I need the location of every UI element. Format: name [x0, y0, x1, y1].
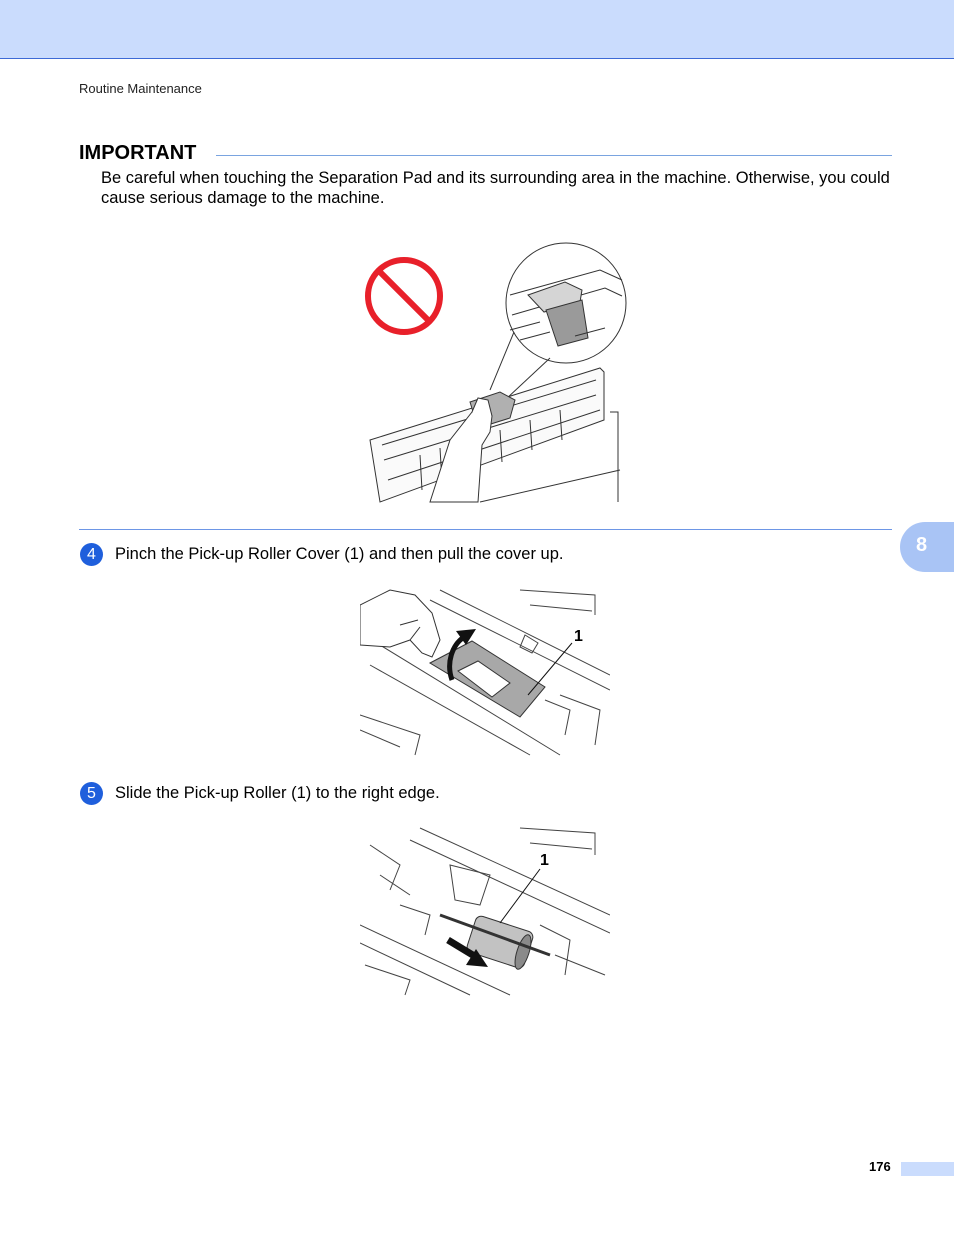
important-text: Be careful when touching the Separation Pad and its surrounding area in the machine. Otherwise, you could cause serious damage to the machine.	[101, 169, 890, 207]
section-divider	[79, 529, 892, 530]
pickup-roller-illustration	[360, 825, 610, 997]
important-heading: IMPORTANT	[79, 142, 197, 164]
page-number: 176	[869, 1159, 891, 1174]
running-head: Routine Maintenance	[79, 81, 202, 96]
separation-pad-illustration	[360, 240, 630, 505]
chapter-tab[interactable]	[900, 522, 954, 572]
important-rule	[216, 155, 892, 156]
footer-bar	[901, 1162, 954, 1176]
step-instruction: Slide the Pick-up Roller (1) to the right edge.	[115, 784, 440, 802]
scanner-body	[370, 368, 620, 502]
callout-line	[528, 643, 572, 695]
scanner-interior	[360, 828, 610, 995]
pickup-roller-cover-illustration	[360, 585, 610, 757]
roller-cover	[430, 641, 545, 717]
chapter-number: 8	[916, 534, 928, 556]
zoom-inset	[490, 243, 626, 400]
callout-line	[500, 869, 540, 923]
step-number-badge: 4	[80, 543, 103, 566]
prohibition-icon	[368, 260, 440, 332]
hand-icon	[360, 590, 440, 657]
callout-label: 1	[574, 628, 583, 645]
callout-label: 1	[540, 852, 549, 869]
step-instruction: Pinch the Pick-up Roller Cover (1) and then pull the cover up.	[115, 545, 564, 563]
step-number-badge: 5	[80, 782, 103, 805]
header-band	[0, 0, 954, 59]
